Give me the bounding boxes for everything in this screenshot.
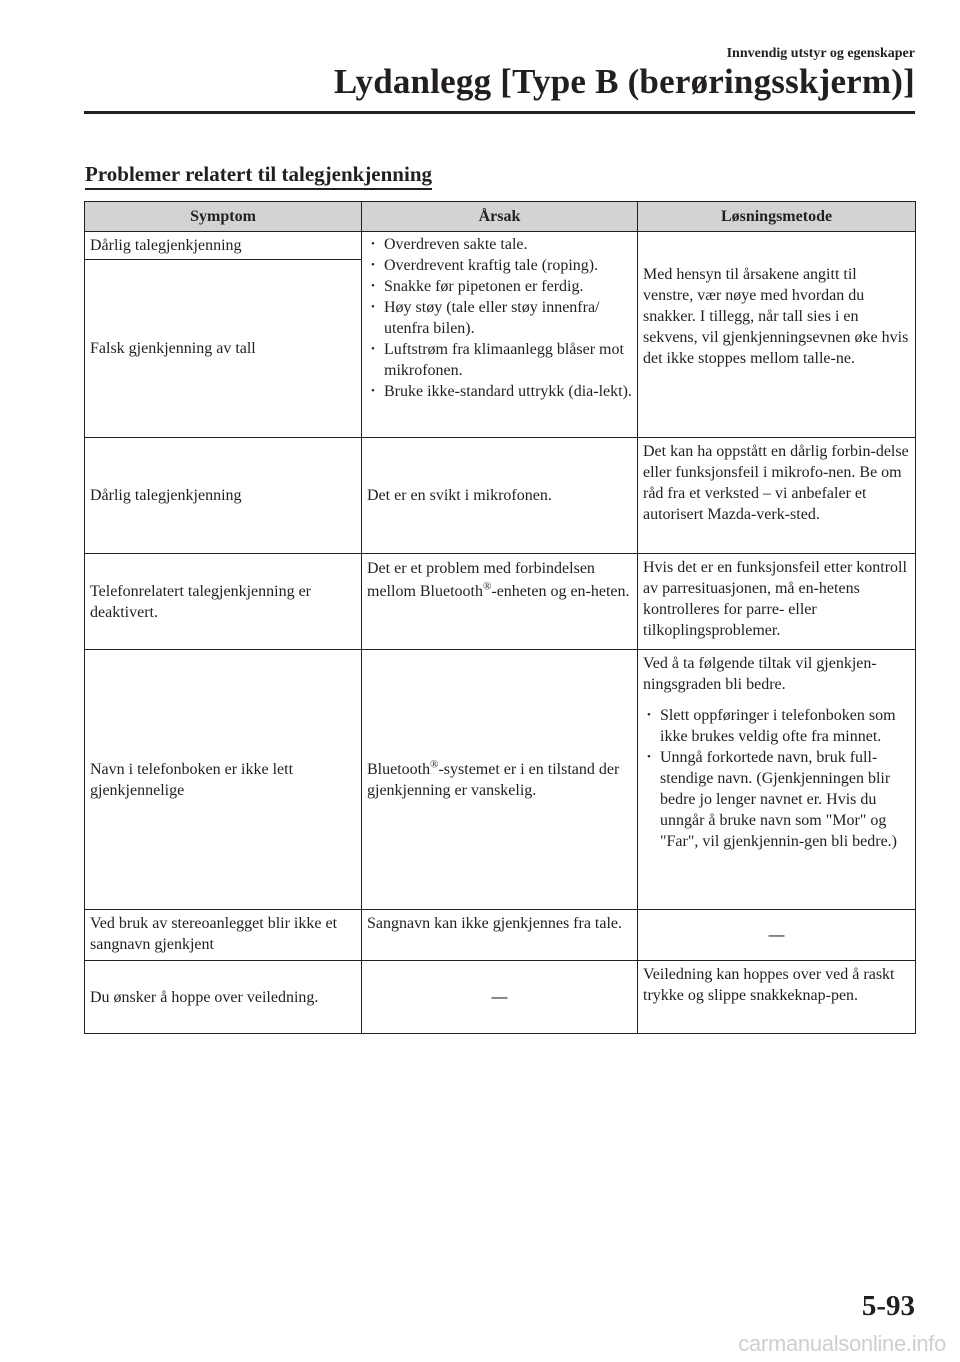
- list-item: • Snakke før pipetonen er ferdig.: [367, 276, 632, 297]
- symptom-cell: Ved bruk av stereoanlegget blir ikke et sangnavn gjenkjent: [85, 910, 362, 961]
- cause-cell: Det er en svikt i mikrofonen.: [362, 438, 638, 554]
- troubleshooting-table: [84, 201, 916, 1034]
- cause-cell: [362, 232, 638, 438]
- cause-text: Bluetooth: [367, 760, 431, 778]
- cause-cell: [362, 650, 638, 910]
- solution-intro: Ved å ta følgende tiltak vil gjenkjen-ningsgraden bli bedre.: [643, 655, 877, 693]
- symptom-cell: Dårlig talegjenkjenning: [85, 232, 362, 260]
- column-header-solution: Løsningsmetode: [638, 202, 916, 232]
- section-title: Problemer relatert til talegjenkjenning: [85, 162, 432, 190]
- solution-cell: Hvis det er en funksjonsfeil etter kontroll av parresituasjonen, må en-hetens kontrolleres for parre- eller tilkoplingsproblemer.: [638, 554, 916, 650]
- solution-cell: Det kan ha oppstått en dårlig forbin-delse eller funksjonsfeil i mikrofo-nen. Be om råd fra et verksted – vi anbefaler et autorisert Mazda-verk-sted.: [638, 438, 916, 554]
- dash-mark: —: [768, 926, 785, 944]
- solution-cell: [638, 910, 916, 961]
- table-row: [85, 554, 916, 650]
- table-row: [85, 232, 916, 260]
- list-item: • Overdreven sakte tale.: [367, 234, 632, 255]
- cause-text: -enheten og en-heten.: [491, 583, 630, 600]
- chapter-subtitle: Innvendig utstyr og egenskaper: [726, 46, 915, 61]
- symptom-cell: Telefonrelatert talegjenkjenning er deaktivert.: [85, 554, 362, 650]
- symptom-cell: Du ønsker å hoppe over veiledning.: [85, 961, 362, 1034]
- list-item: • Overdrevent kraftig tale (roping).: [367, 255, 632, 276]
- list-item: • Slett oppføringer i telefonboken som ikke brukes veldig ofte fra minnet.: [643, 705, 910, 747]
- registered-mark: ®: [483, 580, 492, 593]
- list-item: • Bruke ikke-standard uttrykk (dia-lekt).: [367, 381, 632, 402]
- list-item: • Høy støy (tale eller støy innenfra/ utenfra bilen).: [367, 297, 632, 339]
- registered-mark: ®: [430, 758, 439, 771]
- table-row: [85, 438, 916, 554]
- symptom-cell: Navn i telefonboken er ikke lett gjenkjennelige: [85, 650, 362, 910]
- symptom-cell: Dårlig talegjenkjenning: [85, 438, 362, 554]
- watermark: carmanualsonline.info: [738, 1331, 946, 1356]
- cause-cell: Sangnavn kan ikke gjenkjennes fra tale.: [362, 910, 638, 961]
- cause-list: [367, 234, 632, 402]
- dash-mark: —: [491, 988, 508, 1006]
- list-item: • Luftstrøm fra klimaanlegg blåser mot mikrofonen.: [367, 339, 632, 381]
- solution-cell: Veiledning kan hoppes over ved å raskt trykke og slippe snakkeknap-pen.: [638, 961, 916, 1034]
- list-item: • Unngå forkortede navn, bruk full-stendige navn. (Gjenkjenningen blir bedre jo lenger navnet er. Hvis du unngår å bruke navn som "Mor" og "Far", vil gjenkjennin-gen bli bedre.): [643, 747, 910, 852]
- cause-cell: [362, 961, 638, 1034]
- solution-cell: [638, 650, 916, 910]
- table-row: [85, 910, 916, 961]
- chapter-title: Lydanlegg [Type B (berøringsskjerm)]: [333, 62, 915, 101]
- table-header-row: [85, 202, 916, 232]
- symptom-cell: Falsk gjenkjenning av tall: [85, 260, 362, 438]
- page-number: 5-93: [861, 1290, 915, 1322]
- column-header-cause: Årsak: [362, 202, 638, 232]
- table-row: [85, 961, 916, 1034]
- table-row: [85, 650, 916, 910]
- column-header-symptom: Symptom: [85, 202, 362, 232]
- header-divider: [84, 111, 915, 114]
- solution-list: [643, 705, 910, 852]
- cause-cell: [362, 554, 638, 650]
- solution-cell: Med hensyn til årsakene angitt til venstre, vær nøye med hvordan du snakker. I tillegg, når tall sies i en sekvens, vil gjenkjenningsevnen øke hvis det ikke stoppes mellom talle-ne.: [638, 232, 916, 438]
- cause-text: Det er et problem med forbindelsen mellom Bluetooth: [367, 560, 595, 600]
- cause-text: -systemet er i en tilstand der gjenkjenning er vanskelig.: [367, 760, 620, 799]
